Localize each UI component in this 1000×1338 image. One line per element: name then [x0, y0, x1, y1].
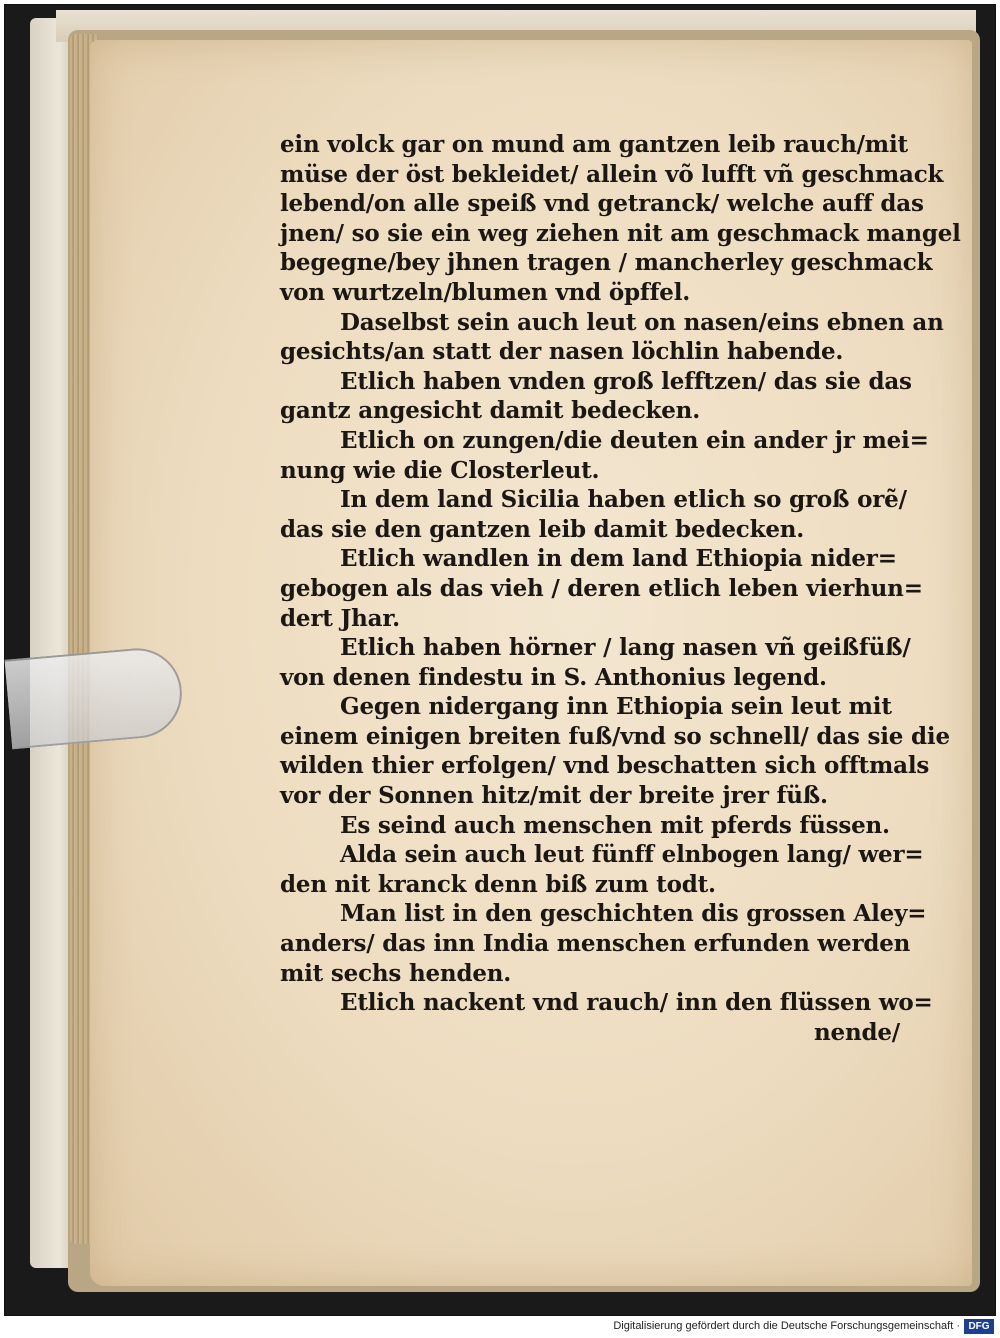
text-line: Etlich nackent vnd rauch/ inn den flüssen wo= — [340, 989, 933, 1017]
text-line: begegne/bey jhnen tragen / mancherley geschmack — [280, 249, 933, 277]
text-line: dert Jhar. — [280, 604, 400, 632]
text-line: von wurtzeln/blumen vnd öpffel. — [280, 278, 691, 306]
text-line: Etlich haben hörner / lang nasen vñ geißfüß/ — [340, 634, 911, 662]
footer-bar — [0, 1318, 1000, 1338]
text-line: lebend/on alle speiß vnd getranck/ welche auff das — [280, 190, 924, 218]
text-line: vor der Sonnen hitz/mit der breite jrer füß. — [280, 782, 828, 810]
text-line: wilden thier erfolgen/ vnd beschatten sich offtmals — [280, 752, 930, 780]
text-line: anders/ das inn India menschen erfunden werden — [280, 930, 911, 958]
text-line: Gegen nidergang inn Ethiopia sein leut mit — [340, 693, 892, 721]
text-line: Es seind auch menschen mit pferds füssen. — [340, 811, 890, 839]
text-line: Etlich haben vnden groß lefftzen/ das sie das — [340, 367, 912, 395]
text-line: mit sechs henden. — [280, 959, 512, 987]
text-line: jnen/ so sie ein weg ziehen nit am geschmack mangel — [280, 219, 961, 247]
text-line: Daselbst sein auch leut on nasen/eins ebnen an — [340, 308, 944, 336]
text-line: Man list in den geschichten dis grossen Aley= — [340, 900, 927, 928]
text-line: müse der öst bekleidet/ allein võ lufft vñ geschmack — [280, 160, 944, 188]
text-line: von denen findestu in S. Anthonius legend. — [280, 663, 827, 691]
text-line: Alda sein auch leut fünff elnbogen lang/ wer= — [340, 841, 924, 869]
dfg-credit-text: Digitalisierung gefördert durch die Deutsche Forschungsgemeinschaft · — [613, 1320, 960, 1332]
text-line: ein volck gar on mund am gantzen leib rauch/mit — [280, 131, 908, 158]
text-line: Etlich on zungen/die deuten ein ander jr mei= — [340, 426, 929, 454]
text-line: gesichts/an statt der nasen löchlin habende. — [280, 338, 844, 366]
text-line: nung wie die Closterleut. — [280, 456, 600, 484]
text-line: gantz angesicht damit bedecken. — [280, 397, 701, 425]
text-line: den nit kranck denn biß zum todt. — [280, 870, 716, 898]
text-line: einem einigen breiten fuß/vnd so schnell/ das sie die — [280, 722, 950, 750]
text-line: Etlich wandlen in dem land Ethiopia nider= — [340, 545, 897, 573]
text-line: nende/ — [814, 1018, 900, 1046]
text-line: gebogen als das vieh / deren etlich leben vierhun= — [280, 574, 923, 602]
dfg-logo[interactable]: DFG — [964, 1319, 994, 1334]
text-line: In dem land Sicilia haben etlich so groß orẽ/ — [340, 486, 907, 514]
page-text — [280, 130, 961, 1047]
text-line: das sie den gantzen leib damit bedecken. — [280, 515, 805, 543]
